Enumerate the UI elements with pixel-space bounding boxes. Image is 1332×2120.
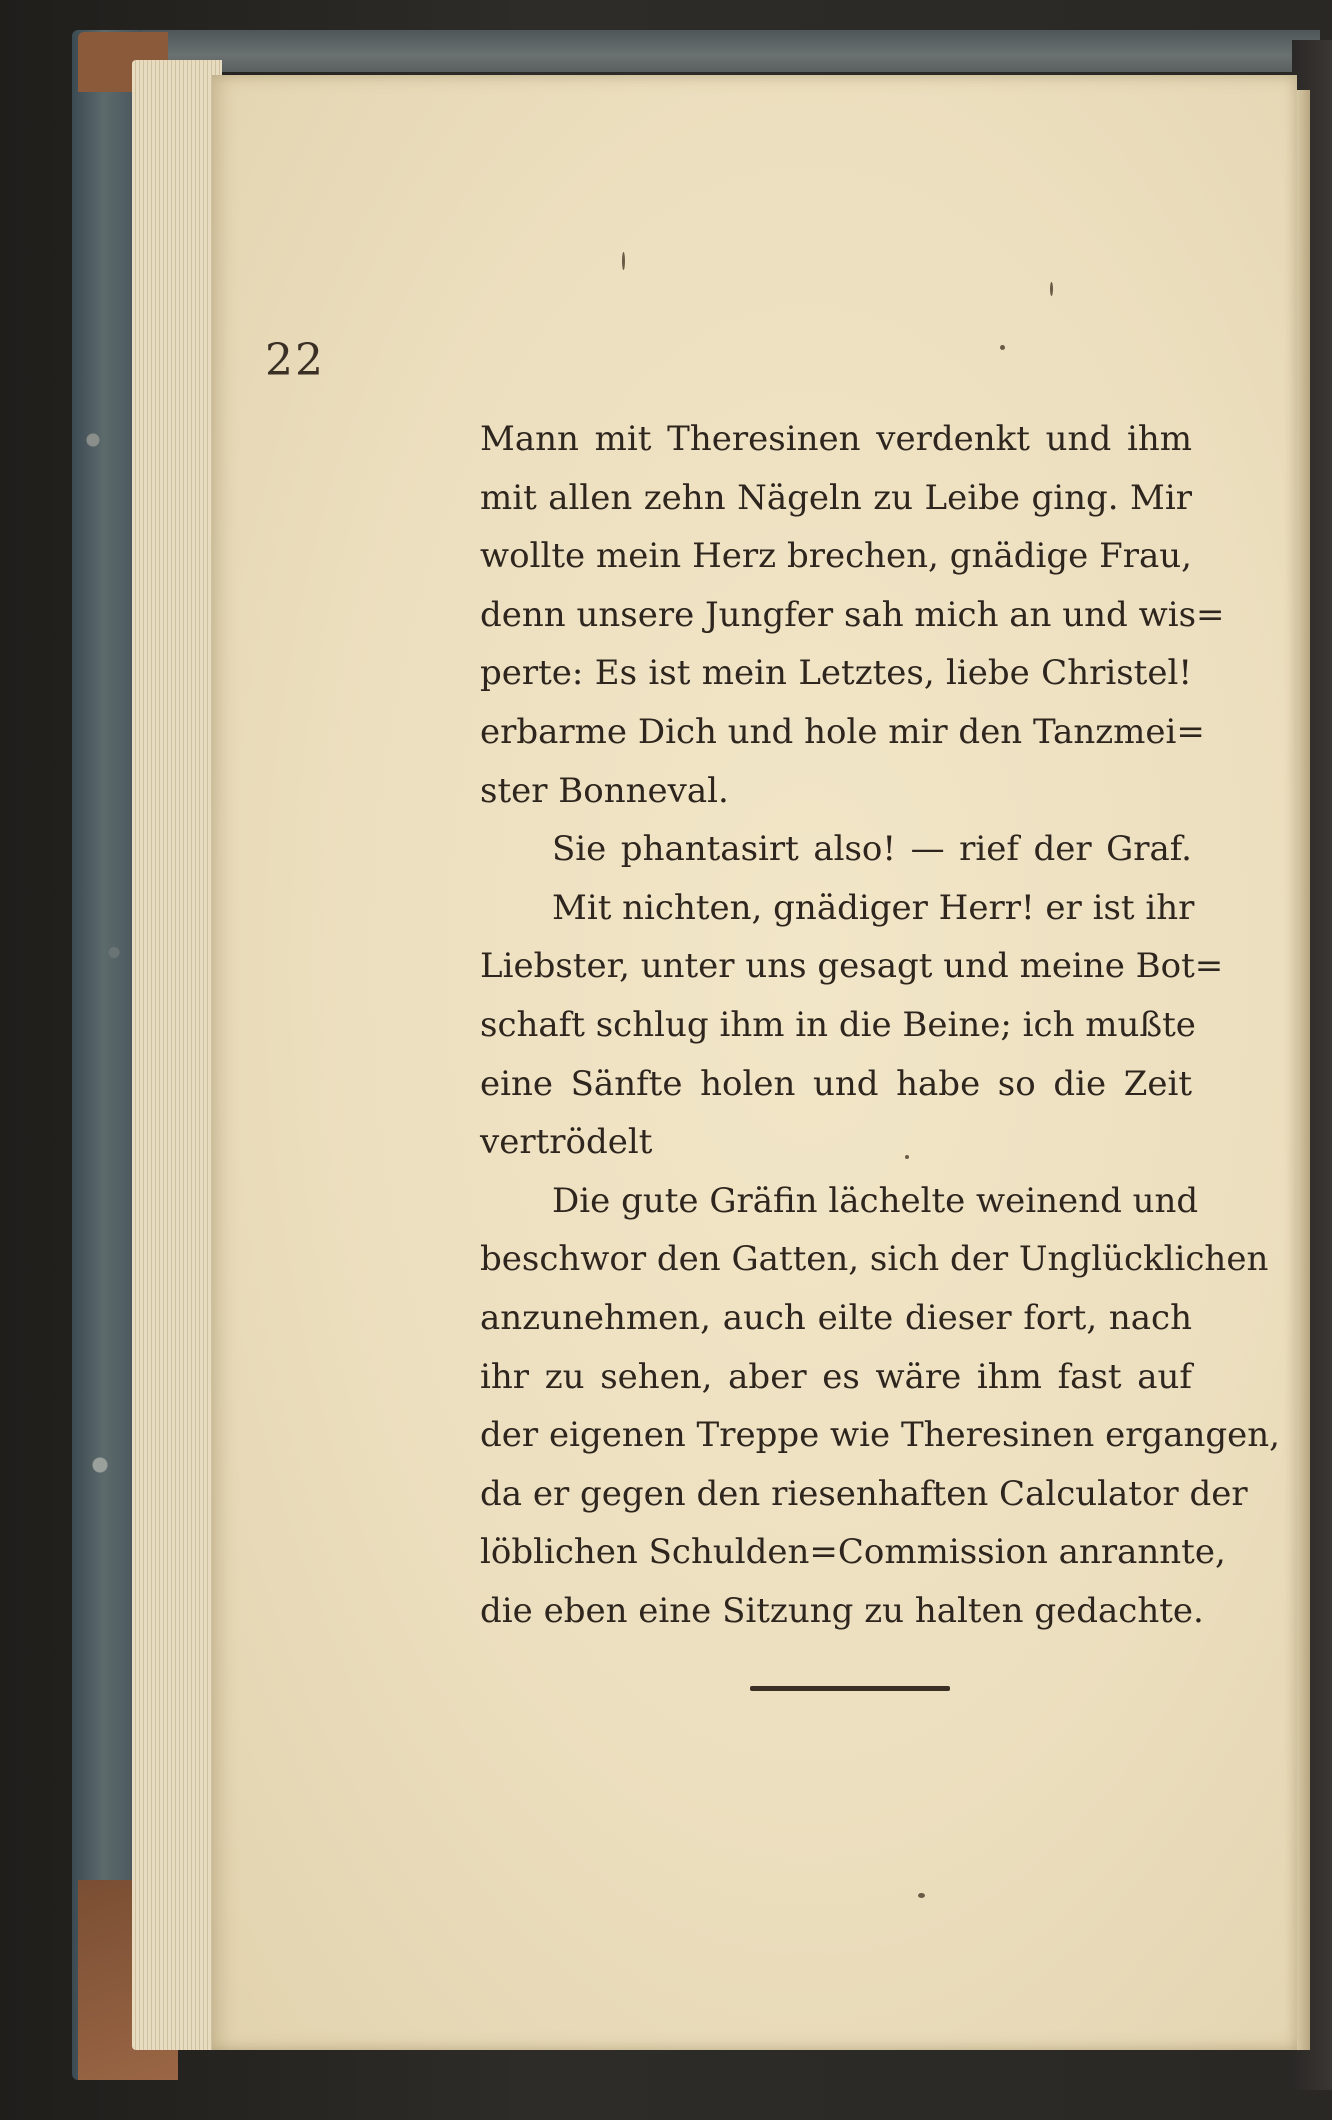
text-line: Mit nichten, gnädiger Herr! er ist ihr — [552, 887, 1195, 928]
text-line: eine Sänfte holen und habe so die Zeit — [480, 1063, 1192, 1104]
text-line: der eigenen Treppe wie Theresinen ergangen, — [480, 1415, 1280, 1456]
text-line: löblichen Schulden=Commission anrannte, — [480, 1532, 1226, 1573]
text-line: vertrödelt — [480, 1122, 653, 1163]
text-line: beschwor den Gatten, sich der Unglücklichen — [480, 1239, 1269, 1280]
text-line: Mann mit Theresinen verdenkt und ihm — [480, 419, 1192, 459]
text-line: schaft schlug ihm in die Beine; ich mußte — [480, 1004, 1196, 1045]
text-line: anzunehmen, auch eilte dieser fort, nach — [480, 1297, 1192, 1338]
paper-speck — [1000, 345, 1005, 350]
book-cover-top — [80, 30, 1320, 72]
page-number: 22 — [265, 335, 325, 386]
text-line: Die gute Gräfin lächelte weinend und — [552, 1180, 1199, 1221]
paper-speck — [1050, 282, 1053, 296]
end-rule — [750, 1686, 950, 1691]
text-line: perte: Es ist mein Letztes, liebe Christel! — [480, 653, 1192, 694]
text-line: ihr zu sehen, aber es wäre ihm fast auf — [480, 1356, 1192, 1397]
paper-speck — [622, 252, 625, 270]
body-text — [480, 410, 1280, 1640]
text-line: mit allen zehn Nägeln zu Leibe ging. Mir — [480, 477, 1192, 518]
page-stack-edge — [132, 60, 222, 2050]
text-line: Liebster, unter uns gesagt und meine Bot= — [480, 946, 1224, 987]
text-line: ster Bonneval. — [480, 770, 729, 811]
text-line: wollte mein Herz brechen, gnädige Frau, — [480, 536, 1192, 577]
text-line: denn unsere Jungfer sah mich an und wis= — [480, 594, 1225, 635]
paper-speck — [918, 1893, 925, 1898]
text-line: da er gegen den riesenhaften Calculator der — [480, 1473, 1248, 1514]
text-line: Sie phantasirt also! — rief der Graf. — [552, 829, 1192, 870]
text-line: die eben eine Sitzung zu halten gedachte. — [480, 1590, 1204, 1631]
text-line: erbarme Dich und hole mir den Tanzmei= — [480, 711, 1205, 752]
